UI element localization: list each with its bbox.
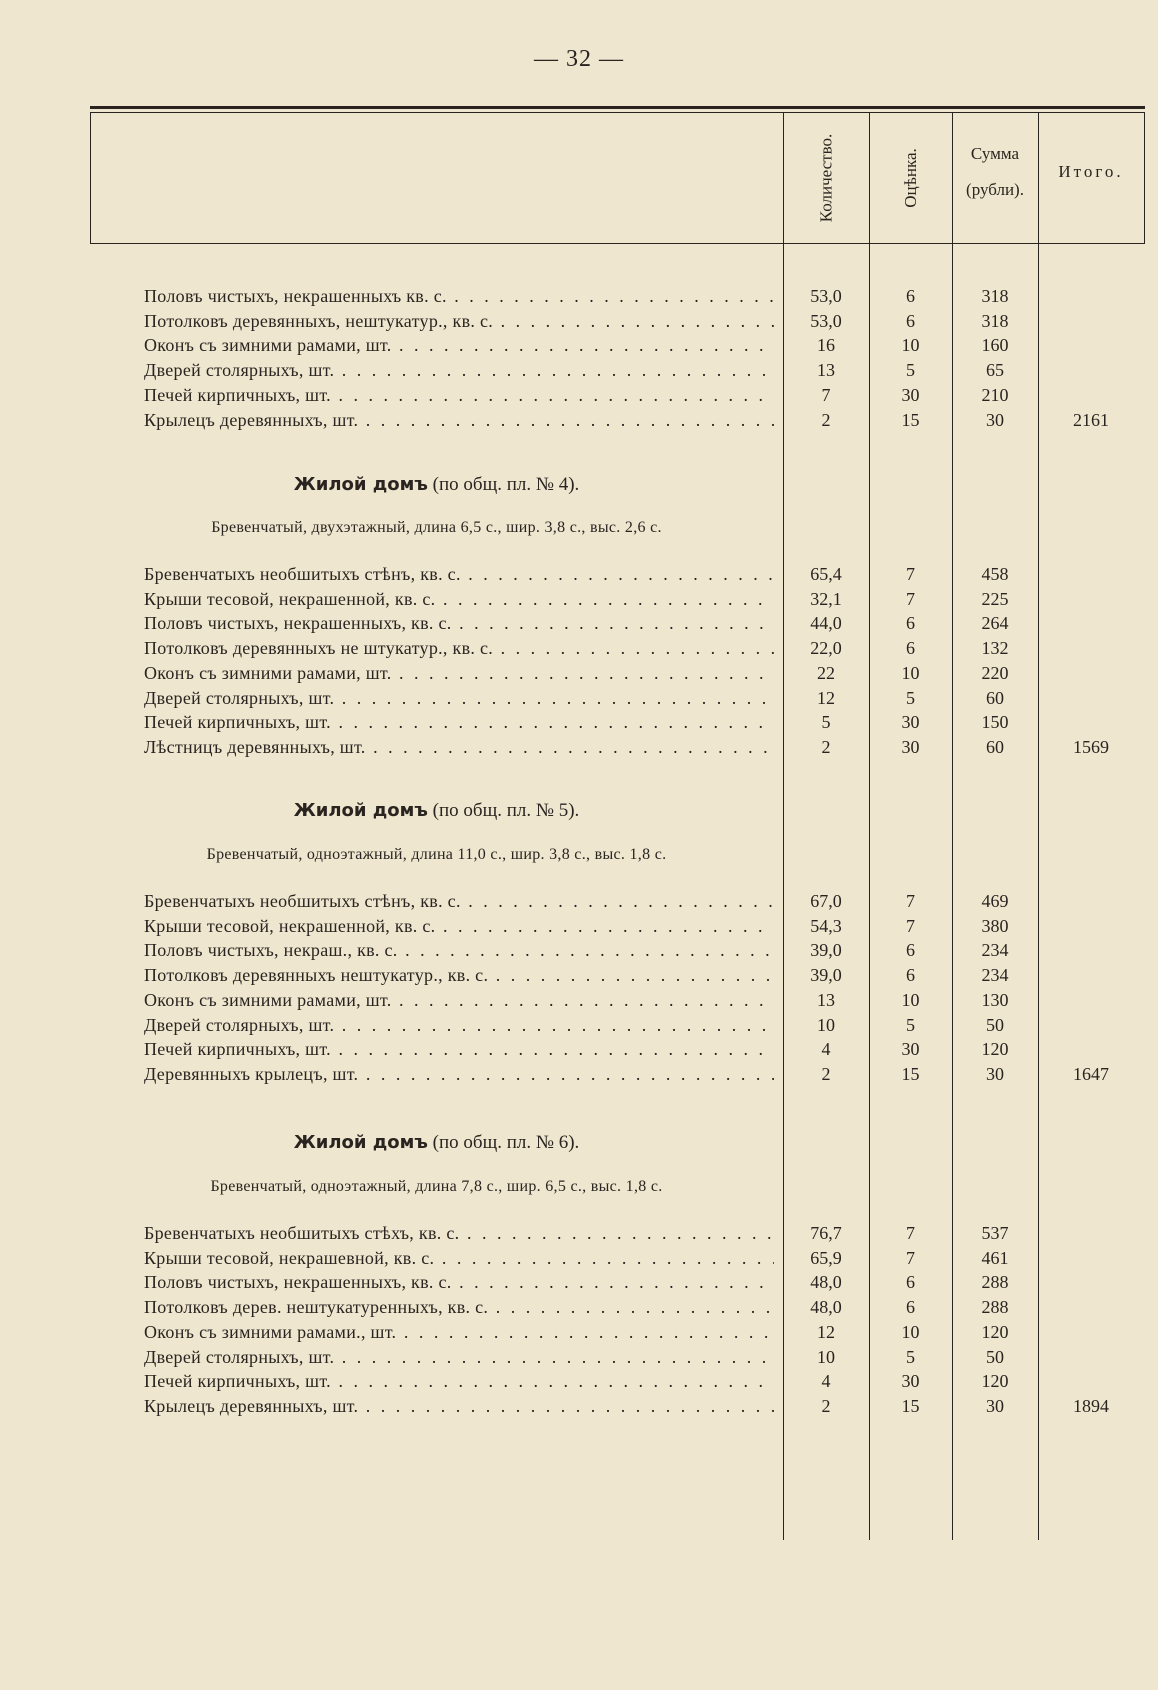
row-sum: 30 — [986, 409, 1004, 430]
row-quantity: 53,0 — [810, 310, 842, 331]
row-sum: 60 — [986, 687, 1004, 708]
row-item-name: Дверей столярныхъ, шт. . . . — [144, 688, 774, 709]
row-price: 15 — [901, 1063, 920, 1084]
row-quantity: 22,0 — [810, 638, 842, 659]
row-sum: 264 — [981, 613, 1009, 634]
row-item-name: Половъ чистыхъ, некрашенныхъ, кв. с. . . . — [144, 613, 774, 634]
row-quantity: 4 — [821, 1039, 831, 1060]
table-row — [90, 613, 1145, 639]
section-title — [90, 800, 783, 822]
row-sum: 132 — [981, 638, 1009, 659]
row-item-name: Оконъ съ зимними рамами, шт. . . . — [144, 335, 774, 356]
table-row — [90, 1064, 1145, 1090]
row-item-name: Половъ чистыхъ, некрашенныхъ кв. с. . . . — [144, 286, 774, 307]
section-title — [90, 474, 783, 496]
column-divider — [90, 112, 91, 243]
row-quantity: 7 — [821, 384, 831, 405]
row-price: 6 — [906, 965, 915, 986]
header-bottom-rule — [90, 243, 1145, 244]
table-row — [90, 311, 1145, 337]
table-row — [90, 663, 1145, 689]
row-sum: 30 — [986, 1063, 1004, 1084]
row-item-name: Половъ чистыхъ, некраш., кв. с. . . . — [144, 940, 774, 961]
header-sum-line1: Сумма — [970, 144, 1020, 163]
row-price: 5 — [906, 687, 915, 708]
row-sum: 50 — [986, 1346, 1004, 1367]
table-top-rule — [90, 106, 1145, 109]
table-row — [90, 1371, 1145, 1397]
section-title-bold: Жилой домъ — [293, 474, 428, 495]
row-price: 6 — [906, 310, 915, 331]
row-price: 15 — [901, 1395, 920, 1416]
row-total: 1647 — [1073, 1063, 1109, 1084]
row-item-name: Дверей столярныхъ, шт. . . . — [144, 1015, 774, 1036]
row-price: 7 — [906, 1247, 915, 1268]
row-item-name: Бревенчатыхъ необшитыхъ стѣнъ, кв. с. . . . — [144, 564, 774, 585]
section-title-rest: (по общ. пл. № 5). — [432, 800, 580, 821]
row-price: 5 — [906, 1014, 915, 1035]
row-item-name: Крыши тесовой, некрашенной, кв. с. . . . — [144, 916, 774, 937]
row-quantity: 22 — [817, 662, 835, 683]
row-sum: 234 — [981, 965, 1009, 986]
row-sum: 469 — [981, 891, 1009, 911]
row-quantity: 13 — [817, 360, 835, 381]
header-price-label: Оцѣнка. — [900, 148, 920, 208]
row-quantity: 2 — [821, 736, 831, 757]
section-description: Бревенчатый, одноэтажный, длина 11,0 с., шир. 3,8 с., выс. 1,8 с. — [206, 846, 667, 863]
table-row — [90, 737, 1145, 763]
row-item-name: Бревенчатыхъ необшитыхъ стѣнъ, кв. с. . . . — [144, 891, 774, 912]
row-quantity: 76,7 — [810, 1223, 842, 1243]
row-sum: 30 — [986, 1395, 1004, 1416]
row-quantity: 4 — [821, 1371, 831, 1392]
table-row — [90, 589, 1145, 615]
row-item-name: Деревянныхъ крылецъ, шт. . . . — [144, 1064, 774, 1085]
row-item-name: Оконъ съ зимними рамами., шт. . . . — [144, 1322, 774, 1343]
header-total: Итого. — [1058, 162, 1124, 181]
table-row — [90, 891, 1145, 917]
section-title-bold: Жилой домъ — [293, 800, 428, 821]
table-row — [90, 1396, 1145, 1422]
row-sum: 288 — [981, 1272, 1009, 1293]
row-sum: 234 — [981, 940, 1009, 961]
table-row — [90, 638, 1145, 664]
row-price: 30 — [901, 736, 920, 757]
row-price: 6 — [906, 940, 915, 961]
header-quantity — [783, 120, 869, 236]
table-row — [90, 1223, 1145, 1249]
row-sum: 318 — [981, 310, 1009, 331]
row-quantity: 39,0 — [810, 940, 842, 961]
row-quantity: 53,0 — [810, 286, 842, 306]
section-description: Бревенчатый, двухэтажный, длина 6,5 с., шир. 3,8 с., выс. 2,6 с. — [211, 519, 662, 536]
row-item-name: Печей кирпичныхъ, шт. . . . — [144, 712, 774, 733]
row-quantity: 10 — [817, 1014, 835, 1035]
row-item-name: Лѣстницъ деревянныхъ, шт. . . . — [144, 737, 774, 758]
table-top-rule-thin — [90, 112, 1145, 113]
row-quantity: 48,0 — [810, 1272, 842, 1293]
row-sum: 220 — [981, 662, 1009, 683]
row-sum: 65 — [986, 360, 1004, 381]
row-quantity: 65,9 — [810, 1247, 842, 1268]
row-item-name: Крылецъ деревянныхъ, шт. . . . — [144, 410, 774, 431]
row-price: 10 — [901, 989, 920, 1010]
row-price: 10 — [901, 662, 920, 683]
row-price: 6 — [906, 613, 915, 634]
row-price: 7 — [906, 1223, 915, 1243]
row-sum: 380 — [981, 915, 1009, 936]
row-price: 10 — [901, 1321, 920, 1342]
table-row — [90, 1272, 1145, 1298]
row-sum: 60 — [986, 736, 1004, 757]
header-sum-line2: (рубли). — [966, 180, 1024, 199]
row-sum: 537 — [981, 1223, 1009, 1243]
row-price: 7 — [906, 588, 915, 609]
row-sum: 210 — [981, 384, 1009, 405]
row-quantity: 32,1 — [810, 588, 842, 609]
row-price: 6 — [906, 638, 915, 659]
row-price: 30 — [901, 712, 920, 733]
row-item-name: Крыши тесовой, некрашенной, кв. с. . . . — [144, 589, 774, 610]
section-title — [90, 1132, 783, 1154]
row-sum: 130 — [981, 989, 1009, 1010]
row-item-name: Половъ чистыхъ, некрашенныхъ, кв. с. . . . — [144, 1272, 774, 1293]
row-sum: 288 — [981, 1297, 1009, 1318]
row-quantity: 39,0 — [810, 965, 842, 986]
row-item-name: Потолковъ дерев. нештукатуренныхъ, кв. с. . . . — [144, 1297, 774, 1318]
section-title-rest: (по общ. пл. № 6). — [432, 1132, 580, 1153]
row-sum: 458 — [981, 564, 1009, 584]
row-item-name: Оконъ съ зимними рамами, шт. . . . — [144, 990, 774, 1011]
row-item-name: Оконъ съ зимними рамами, шт. . . . — [144, 663, 774, 684]
row-quantity: 13 — [817, 989, 835, 1010]
table-row — [90, 940, 1145, 966]
row-sum: 318 — [981, 286, 1009, 306]
row-quantity: 2 — [821, 1395, 831, 1416]
row-sum: 120 — [981, 1371, 1009, 1392]
row-quantity: 16 — [817, 335, 835, 356]
table-row — [90, 916, 1145, 942]
row-item-name: Потолковъ деревянныхъ не штукатур., кв. с. . . . — [144, 638, 774, 659]
table-row — [90, 1297, 1145, 1323]
header-price — [869, 120, 952, 236]
table-row — [90, 564, 1145, 590]
column-divider — [1144, 112, 1145, 243]
row-price: 7 — [906, 915, 915, 936]
row-total: 1569 — [1073, 736, 1109, 757]
row-item-name: Дверей столярныхъ, шт. . . . — [144, 1347, 774, 1368]
row-sum: 461 — [981, 1247, 1009, 1268]
row-quantity: 65,4 — [810, 564, 842, 584]
table-row — [90, 1039, 1145, 1065]
row-item-name: Крылецъ деревянныхъ, шт. . . . — [144, 1396, 774, 1417]
row-item-name: Дверей столярныхъ, шт. . . . — [144, 360, 774, 381]
row-item-name: Потолковъ деревянныхъ, нештукатур., кв. с. . . . — [144, 311, 774, 332]
table-row — [90, 410, 1145, 436]
table-row — [90, 1322, 1145, 1348]
row-sum: 150 — [981, 712, 1009, 733]
row-item-name: Потолковъ деревянныхъ нештукатур., кв. с. . . . — [144, 965, 774, 986]
row-total: 1894 — [1073, 1395, 1109, 1416]
table-row — [90, 1248, 1145, 1274]
row-sum: 120 — [981, 1321, 1009, 1342]
estimate-table — [90, 106, 1145, 1540]
row-sum: 50 — [986, 1014, 1004, 1035]
table-row — [90, 1347, 1145, 1373]
table-row — [90, 688, 1145, 714]
row-item-name: Печей кирпичныхъ, шт. . . . — [144, 1371, 774, 1392]
row-quantity: 12 — [817, 687, 835, 708]
row-item-name: Крыши тесовой, некрашевной, кв. с. . . . — [144, 1248, 774, 1269]
table-row — [90, 335, 1145, 361]
row-price: 30 — [901, 384, 920, 405]
row-quantity: 5 — [821, 712, 831, 733]
row-quantity: 10 — [817, 1346, 835, 1367]
table-row — [90, 385, 1145, 411]
table-row — [90, 286, 1145, 312]
row-sum: 225 — [981, 588, 1009, 609]
table-row — [90, 712, 1145, 738]
row-quantity: 12 — [817, 1321, 835, 1342]
row-item-name: Печей кирпичныхъ, шт. . . . — [144, 1039, 774, 1060]
row-price: 6 — [906, 1297, 915, 1318]
header-quantity-label: Количество. — [816, 133, 836, 223]
row-price: 5 — [906, 360, 915, 381]
row-total: 2161 — [1073, 409, 1109, 430]
section-title-bold: Жилой домъ — [293, 1132, 428, 1153]
section-title-rest: (по общ. пл. № 4). — [432, 474, 580, 495]
row-quantity: 48,0 — [810, 1297, 842, 1318]
table-row — [90, 360, 1145, 386]
row-price: 7 — [906, 564, 915, 584]
row-quantity: 54,3 — [810, 915, 842, 936]
row-quantity: 67,0 — [810, 891, 842, 911]
row-price: 5 — [906, 1346, 915, 1367]
section-description: Бревенчатый, одноэтажный, длина 7,8 с., шир. 6,5 с., выс. 1,8 с. — [210, 1178, 663, 1195]
row-item-name: Бревенчатыхъ необшитыхъ стѣхъ, кв. с. . . . — [144, 1223, 774, 1244]
row-price: 6 — [906, 286, 915, 306]
table-row — [90, 990, 1145, 1016]
row-quantity: 44,0 — [810, 613, 842, 634]
row-price: 7 — [906, 891, 915, 911]
row-price: 30 — [901, 1371, 920, 1392]
row-quantity: 2 — [821, 1063, 831, 1084]
row-price: 15 — [901, 409, 920, 430]
row-quantity: 2 — [821, 409, 831, 430]
header-sum — [952, 136, 1038, 208]
row-sum: 120 — [981, 1039, 1009, 1060]
page-number: — 32 — — [534, 46, 624, 72]
row-item-name: Печей кирпичныхъ, шт. . . . — [144, 385, 774, 406]
row-price: 10 — [901, 335, 920, 356]
table-row — [90, 1015, 1145, 1041]
row-sum: 160 — [981, 335, 1009, 356]
table-row — [90, 965, 1145, 991]
row-price: 6 — [906, 1272, 915, 1293]
row-price: 30 — [901, 1039, 920, 1060]
